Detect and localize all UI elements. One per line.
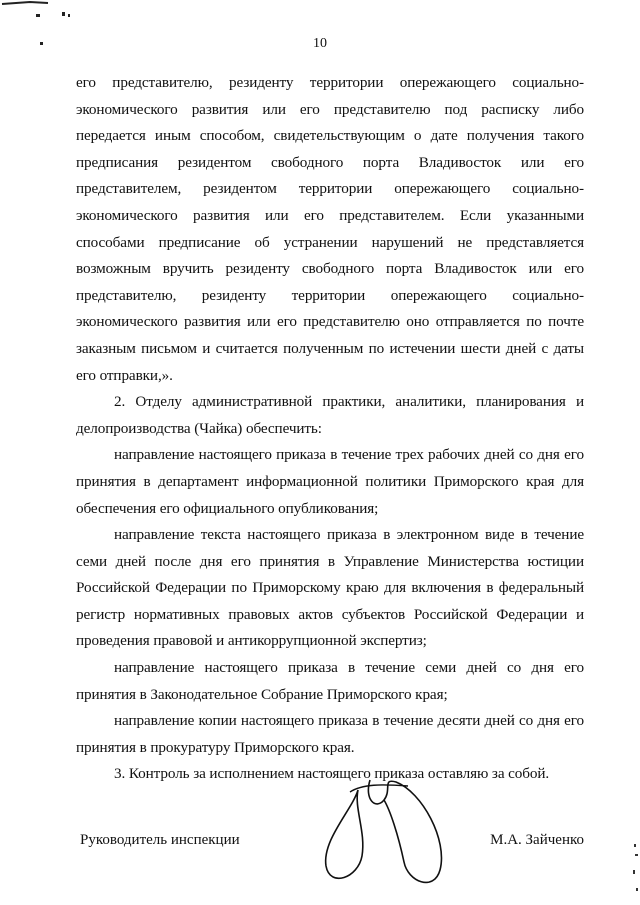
paragraph-justice-registry: направление текста настоящего приказа в электронном виде в течение семи дней после дня его принятия в Управление Министерства юстиции Российской Федерации по Приморскому краю для включения в федеральный регистр нормативных правовых актов субъектов Российской Федерации и проведения правовой и антикоррупционной экспертиз; <box>76 526 584 650</box>
body-text <box>76 70 584 788</box>
paragraph-legislative-assembly: направление настоящего приказа в течение семи дней со дня его принятия в Законодательное Собрание Приморского края; <box>76 659 584 703</box>
page-number: 10 <box>313 36 327 51</box>
paragraph-continuation: его представителю, резиденту территории опережающего социально-экономического развития или его представителю под расписку либо передается иным способом, свидетельствующим о дате получения такого предписания резидентом свободного порта Владивосток или его представителем, резидентом территории опережающего социально-экономического развития или его представителем. Если указанными способами предписание об устранении нарушений не представляется возможным вручить резиденту свободного порта Владивосток или его представителю, резиденту территории опережающего социально-экономического развития или его представителю оно отправляется по почте заказным письмом и считается полученным по истечении шести дней с даты его отправки,». <box>76 74 584 384</box>
handwritten-signature <box>312 770 452 890</box>
paragraph-item-3: 3. Контроль за исполнением настоящего приказа оставляю за собой. <box>114 765 550 783</box>
signatory-name: М.А. Зайченко <box>490 832 584 848</box>
scan-edge-marks <box>626 840 640 905</box>
paragraph-item-2: 2. Отделу административной практики, аналитики, планирования и делопроизводства (Чайка) обеспечить: <box>76 393 584 437</box>
paragraph-prosecutor: направление копии настоящего приказа в течение десяти дней со дня его принятия в прокуратуру Приморского края. <box>76 712 584 756</box>
paragraph-publication: направление настоящего приказа в течение трех рабочих дней со дня его принятия в департамент информационной политики Приморского края для обеспечения его официального опубликования; <box>76 446 584 517</box>
signatory-title: Руководитель инспекции <box>80 832 240 848</box>
signature-block <box>76 832 584 856</box>
